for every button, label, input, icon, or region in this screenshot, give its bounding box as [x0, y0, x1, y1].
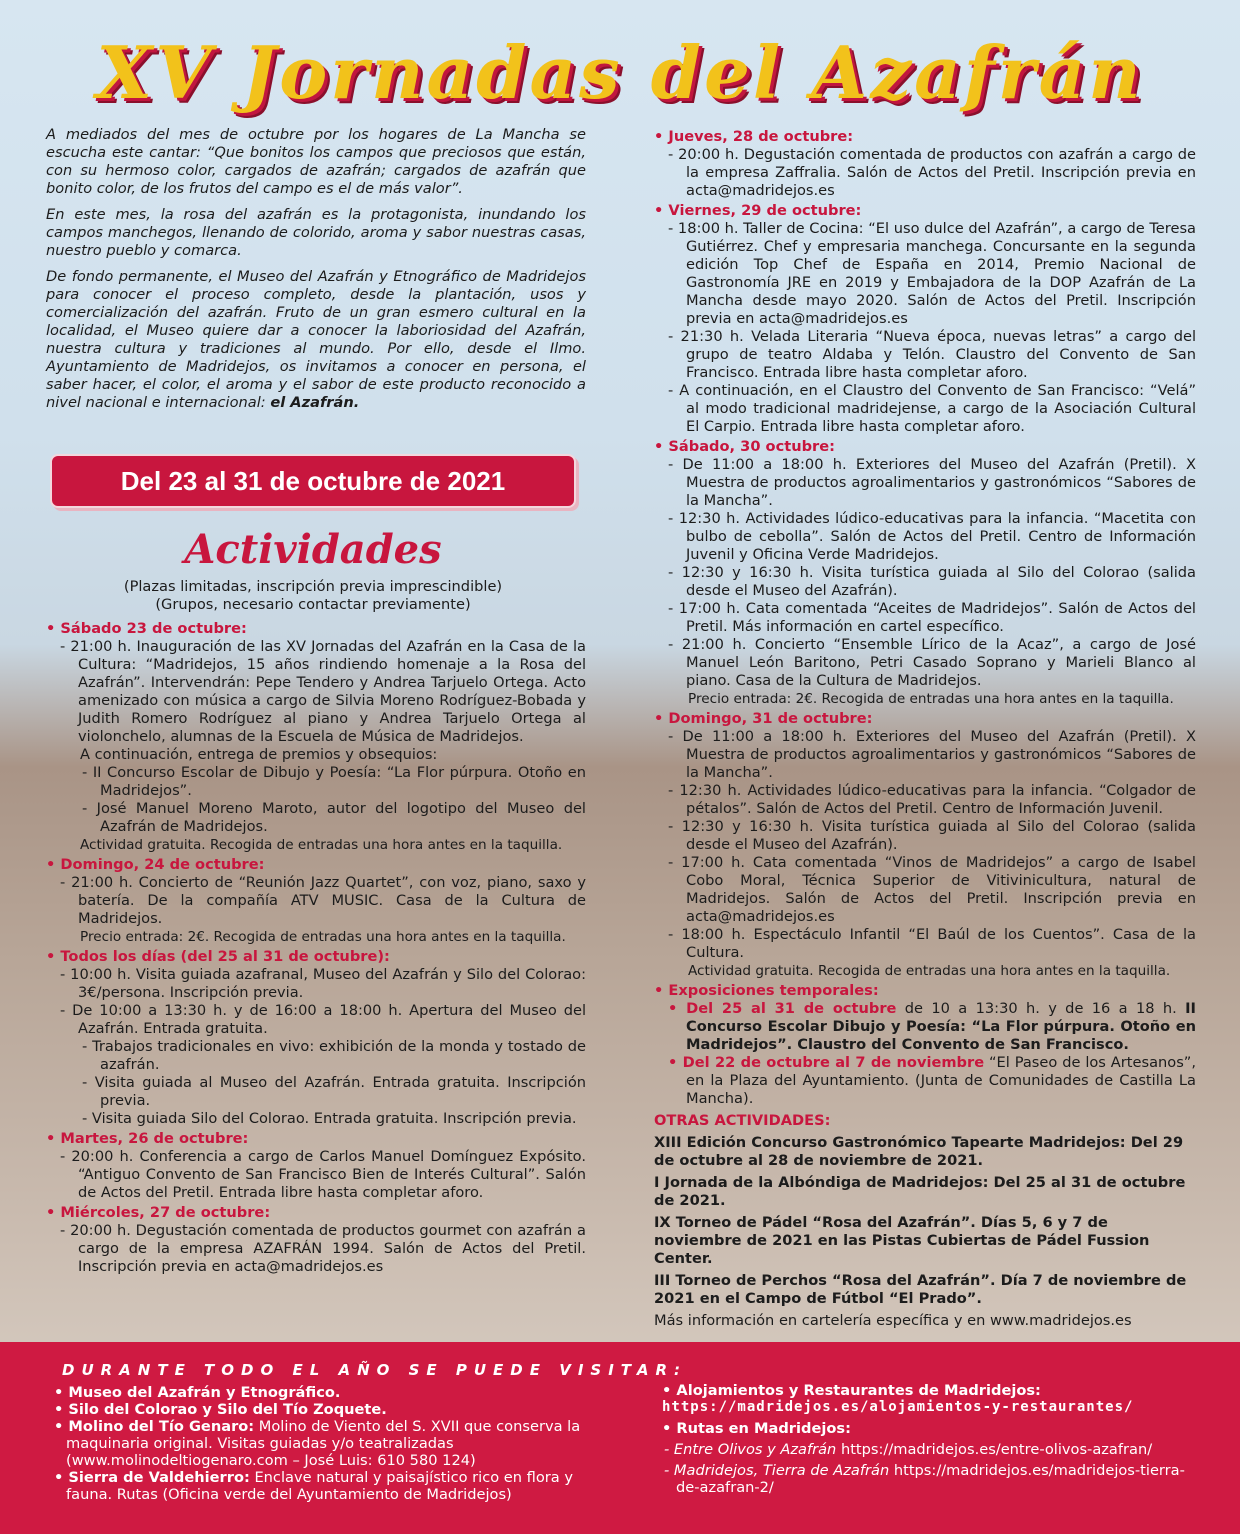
schedule-subitem: - Visita guiada al Museo del Azafrán. Entrada gratuita. Inscripción previa.: [82, 1074, 586, 1109]
other-activity: I Jornada de la Albóndiga de Madridejos: Del 25 al 31 de octubre de 2021.: [654, 1174, 1186, 1209]
route-name: - Madridejos, Tierra de Azafrán: [664, 1462, 890, 1479]
footer-item: • Museo del Azafrán y Etnográfico.: [54, 1384, 341, 1401]
footer-route[interactable]: [660, 1462, 1206, 1496]
day-title: • Todos los días (del 25 al 31 de octubre):: [46, 948, 390, 965]
page-title: XV Jornadas del Azafrán: [96, 30, 1144, 115]
schedule-item: - 12:30 h. Actividades lúdico-educativas para la infancia. “Macetita con bulbo de cebolla”. Salón de Actos del Pretil. Centro de Información Juvenil y Oficina Verde Madridejos.: [668, 510, 1196, 563]
route-name: - Entre Olivos y Azafrán: [664, 1441, 837, 1458]
exhibition-item: [654, 1054, 1196, 1108]
other-activity: III Torneo de Perchos “Rosa del Azafrán”. Día 7 de noviembre de 2021 en el Campo de Fútbol “El Prado”.: [654, 1272, 1187, 1307]
route-url[interactable]: https://madridejos.es/madridejos-tierra-de-azafran-2/: [676, 1462, 1185, 1496]
schedule-text: A continuación, entrega de premios y obsequios:: [80, 746, 438, 763]
day-title: • Miércoles, 27 de octubre:: [46, 1204, 271, 1221]
footer-right-list: [660, 1382, 1206, 1496]
schedule-item: - A continuación, en el Claustro del Convento de San Francisco: “Velá” al modo tradicional madridejense, a cargo de la Asociación Cultural El Carpio. Entrada libre hasta completar aforo.: [668, 382, 1196, 435]
footer-left-list: [52, 1384, 592, 1503]
route-url[interactable]: https://madridejos.es/entre-olivos-azafran/: [840, 1441, 1153, 1458]
footer-item-text: Enclave natural y paisajístico rico en flora y fauna. Rutas (Oficina verde del Ayuntamiento de Madridejos): [66, 1469, 574, 1503]
activities-title: Actividades: [184, 526, 442, 573]
footer-link[interactable]: https://madridejos.es/alojamientos-y-restaurantes/: [662, 1399, 1134, 1415]
schedule-note: Precio entrada: 2€. Recogida de entradas una hora antes en la taquilla.: [688, 691, 1174, 707]
more-info-link[interactable]: Más información en cartelería específica y en www.madridejos.es: [654, 1312, 1132, 1329]
schedule-item: - De 11:00 a 18:00 h. Exteriores del Museo del Azafrán (Pretil). X Muestra de productos agroalimentarios y gastronómicos “Sabores de la Mancha”.: [668, 728, 1196, 781]
footer: [0, 1342, 1240, 1534]
footer-heading: DURANTE TODO EL AÑO SE PUEDE VISITAR:: [62, 1361, 688, 1379]
day-title: • Exposiciones temporales:: [654, 982, 879, 999]
other-activity: XIII Edición Concurso Gastronómico Tapearte Madridejos: Del 29 de octubre al 28 de noviembre de 2021.: [654, 1134, 1184, 1169]
activities-note-1: (Plazas limitadas, inscripción previa imprescindible): [123, 578, 503, 595]
schedule-subitem: - Visita guiada Silo del Colorao. Entrada gratuita. Inscripción previa.: [82, 1110, 577, 1127]
schedule-subitem: - José Manuel Moreno Maroto, autor del logotipo del Museo del Azafrán de Madridejos.: [82, 800, 586, 835]
footer-item: • Alojamientos y Restaurantes de Madridejos:: [662, 1382, 1041, 1399]
schedule-item: - 17:00 h. Cata comentada “Aceites de Madridejos”. Salón de Actos del Pretil. Más información en cartel específico.: [668, 600, 1196, 635]
schedule-item: - 21:00 h. Inauguración de las XV Jornadas del Azafrán en la Casa de la Cultura: “Madridejos, 15 años rindiendo homenaje a la Rosa del Azafrán”. Intervendrán: Pepe Tendero y Andrea Tarjuelo Ortega. Acto amenizado con música a cargo de Silvia Moreno Rodríguez-Bobada y Judith Romero Rodríguez al piano y Andrea Tarjuelo Ortega al violonchelo, alumnas de la Escuela de Música de Madridejos.: [60, 638, 586, 745]
schedule-item: - 18:00 h. Taller de Cocina: “El uso dulce del Azafrán”, a cargo de Teresa Gutiérrez. Chef y empresaria manchega. Concursante en la segunda edición Top Chef de España en 2014, Premio Nacional de Gastronomía JRE en 2019 y Embajadora de la DOP Azafrán de La Mancha desde mayo 2020. Salón de Actos del Pretil. Inscripción previa en acta@madridejos.es: [668, 220, 1196, 327]
intro: [46, 126, 586, 420]
schedule-item: - 21:30 h. Velada Literaria “Nueva época, nuevas letras” a cargo del grupo de teatro Aldaba y Telón. Claustro del Convento de San Francisco. Entrada libre hasta completar aforo.: [668, 328, 1196, 381]
schedule-item: - 10:00 h. Visita guiada azafranal, Museo del Azafrán y Silo del Colorao: 3€/persona. Inscripción previa.: [60, 966, 586, 1001]
footer-item-title: • Molino del Tío Genaro:: [54, 1418, 255, 1435]
exhibition-date: • Del 25 al 31 de octubre: [668, 1000, 897, 1017]
day-title: • Viernes, 29 de octubre:: [654, 202, 862, 219]
schedule-subitem: - Trabajos tradicionales en vivo: exhibición de la monda y tostado de azafrán.: [82, 1038, 586, 1073]
footer-item: [52, 1469, 592, 1503]
intro-paragraph-1: A mediados del mes de octubre por los hogares de La Mancha se escucha este cantar: “Que bonitos los campos que preciosos que están, con su hermoso color, cargados de azafrán; cargados de azafrán que bonito color, de los frutos del campo es el de más valor”.: [46, 126, 586, 197]
day-title: • Domingo, 31 de octubre:: [654, 710, 873, 727]
exhibition-date: • Del 22 de octubre al 7 de noviembre: [668, 1054, 985, 1071]
exhibition-item: [654, 1000, 1196, 1054]
schedule-note: Actividad gratuita. Recogida de entradas una hora antes en la taquilla.: [688, 963, 1171, 979]
schedule-item: - 20:00 h. Degustación comentada de productos con azafrán a cargo de la empresa Zaffralia. Salón de Actos del Pretil. Inscripción previa en acta@madridejos.es: [668, 146, 1196, 199]
other-activities: [654, 1134, 1196, 1308]
exhibition-desc: II Concurso Escolar Dibujo y Poesía: “La Flor púrpura. Otoño en Madridejos”. Claustro del Convento de San Francisco.: [686, 1000, 1196, 1053]
schedule-item: - 17:00 h. Cata comentada “Vinos de Madridejos” a cargo de Isabel Cobo Moral, Técnica Superior de Vitivinicultura, natural de Madridejos. Salón de Actos del Pretil. Inscripción previa en acta@madridejos.es: [668, 854, 1196, 925]
day-title: • Martes, 26 de octubre:: [46, 1130, 249, 1147]
schedule-item: - 21:00 h. Concierto “Ensemble Lírico de la Acaz”, a cargo de José Manuel León Baritono, Petri Casado Soprano y Marieli Blanco al piano. Casa de la Cultura de Madridejos.: [668, 636, 1196, 689]
footer-item: [52, 1418, 592, 1469]
schedule-item: - 12:30 h. Actividades lúdico-educativas para la infancia. “Colgador de pétalos”. Salón de Actos del Pretil. Centro de Información Juvenil.: [668, 782, 1196, 817]
schedule-item: - 12:30 y 16:30 h. Visita turística guiada al Silo del Colorao (salida desde el Museo del Azafrán).: [668, 564, 1196, 599]
footer-item: • Rutas en Madridejos:: [662, 1420, 851, 1437]
schedule-item: - 20:00 h. Degustación comentada de productos gourmet con azafrán a cargo de la empresa AZAFRÁN 1994. Salón de Actos del Pretil. Inscripción previa en acta@madridejos.es: [60, 1222, 586, 1275]
right-schedule: [654, 126, 1196, 1330]
schedule-item: - 18:00 h. Espectáculo Infantil “El Baúl de los Cuentos”. Casa de la Cultura.: [668, 926, 1196, 961]
activities-note: [50, 578, 576, 614]
exhibition-desc: “El Paseo de los Artesanos”, en la Plaza del Ayuntamiento. (Junta de Comunidades de Castilla La Mancha).: [686, 1054, 1197, 1107]
exhibition-hours: de 10 a 13:30 h. y de 16 a 18 h.: [904, 1000, 1177, 1017]
date-banner: Del 23 al 31 de octubre de 2021: [50, 454, 576, 508]
schedule-item: - 20:00 h. Conferencia a cargo de Carlos Manuel Domínguez Expósito. “Antiguo Convento de San Francisco Bien de Interés Cultural”. Salón de Actos del Pretil. Entrada libre hasta completar aforo.: [60, 1148, 586, 1201]
footer-item-text: Molino de Viento del S. XVII que conserva la maquinaria original. Visitas guiadas y/o teatralizadas (www.molinodeltiogenaro.com – José Luis: 610 580 124): [66, 1418, 581, 1469]
day-title: • Domingo, 24 de octubre:: [46, 856, 265, 873]
day-title: • Jueves, 28 de octubre:: [654, 128, 854, 145]
schedule-item: - 12:30 y 16:30 h. Visita turística guiada al Silo del Colorao (salida desde el Museo del Azafrán).: [668, 818, 1196, 853]
intro-highlight: el Azafrán.: [270, 394, 360, 411]
schedule-item: - De 11:00 a 18:00 h. Exteriores del Museo del Azafrán (Pretil). X Muestra de productos agroalimentarios y gastronómicos “Sabores de la Mancha”.: [668, 456, 1196, 509]
intro-paragraph-3-text: De fondo permanente, el Museo del Azafrán y Etnográfico de Madridejos para conocer el proceso completo, desde la plantación, usos y comercialización del azafrán. Fruto de un gran esmero cultural en la localidad, el Museo quiere dar a conocer la laboriosidad del Azafrán, nuestra cultura y tradiciones al mundo. Por ello, desde el Ilmo. Ayuntamiento de Madridejos, os invitamos a conocer en persona, el saber hacer, el color, el aroma y el sabor de este producto reconocido a nivel nacional e internacional:: [46, 268, 586, 411]
intro-paragraph-2: En este mes, la rosa del azafrán es la protagonista, inundando los campos manchegos, llenando de colorido, aroma y sabor nuestras casas, nuestro pueblo y comarca.: [46, 206, 586, 259]
left-schedule: [46, 618, 586, 1276]
intro-paragraph-3: [46, 268, 586, 412]
other-activities-title: OTRAS ACTIVIDADES:: [654, 1112, 831, 1129]
footer-route[interactable]: [660, 1441, 1206, 1458]
schedule-note: Actividad gratuita. Recogida de entradas una hora antes en la taquilla.: [80, 837, 563, 853]
activities-note-2: (Grupos, necesario contactar previamente): [155, 596, 471, 613]
footer-item: • Silo del Colorao y Silo del Tío Zoquete.: [54, 1401, 387, 1418]
footer-item-title: • Sierra de Valdehierro:: [54, 1469, 250, 1486]
schedule-subitem: - II Concurso Escolar de Dibujo y Poesía: “La Flor púrpura. Otoño en Madridejos”.: [82, 764, 586, 799]
schedule-item: - 21:00 h. Concierto de “Reunión Jazz Quartet”, con voz, piano, saxo y batería. De la compañía ATV MUSIC. Casa de la Cultura de Madridejos.: [60, 874, 586, 927]
day-title: • Sábado, 30 octubre:: [654, 438, 835, 455]
schedule-item: - De 10:00 a 13:30 h. y de 16:00 a 18:00 h. Apertura del Museo del Azafrán. Entrada gratuita.: [60, 1002, 586, 1037]
day-title: • Sábado 23 de octubre:: [46, 620, 247, 637]
schedule-note: Precio entrada: 2€. Recogida de entradas una hora antes en la taquilla.: [80, 929, 566, 945]
other-activity: IX Torneo de Pádel “Rosa del Azafrán”. Días 5, 6 y 7 de noviembre de 2021 en las Pistas Cubiertas de Pádel Fussion Center.: [654, 1214, 1150, 1267]
